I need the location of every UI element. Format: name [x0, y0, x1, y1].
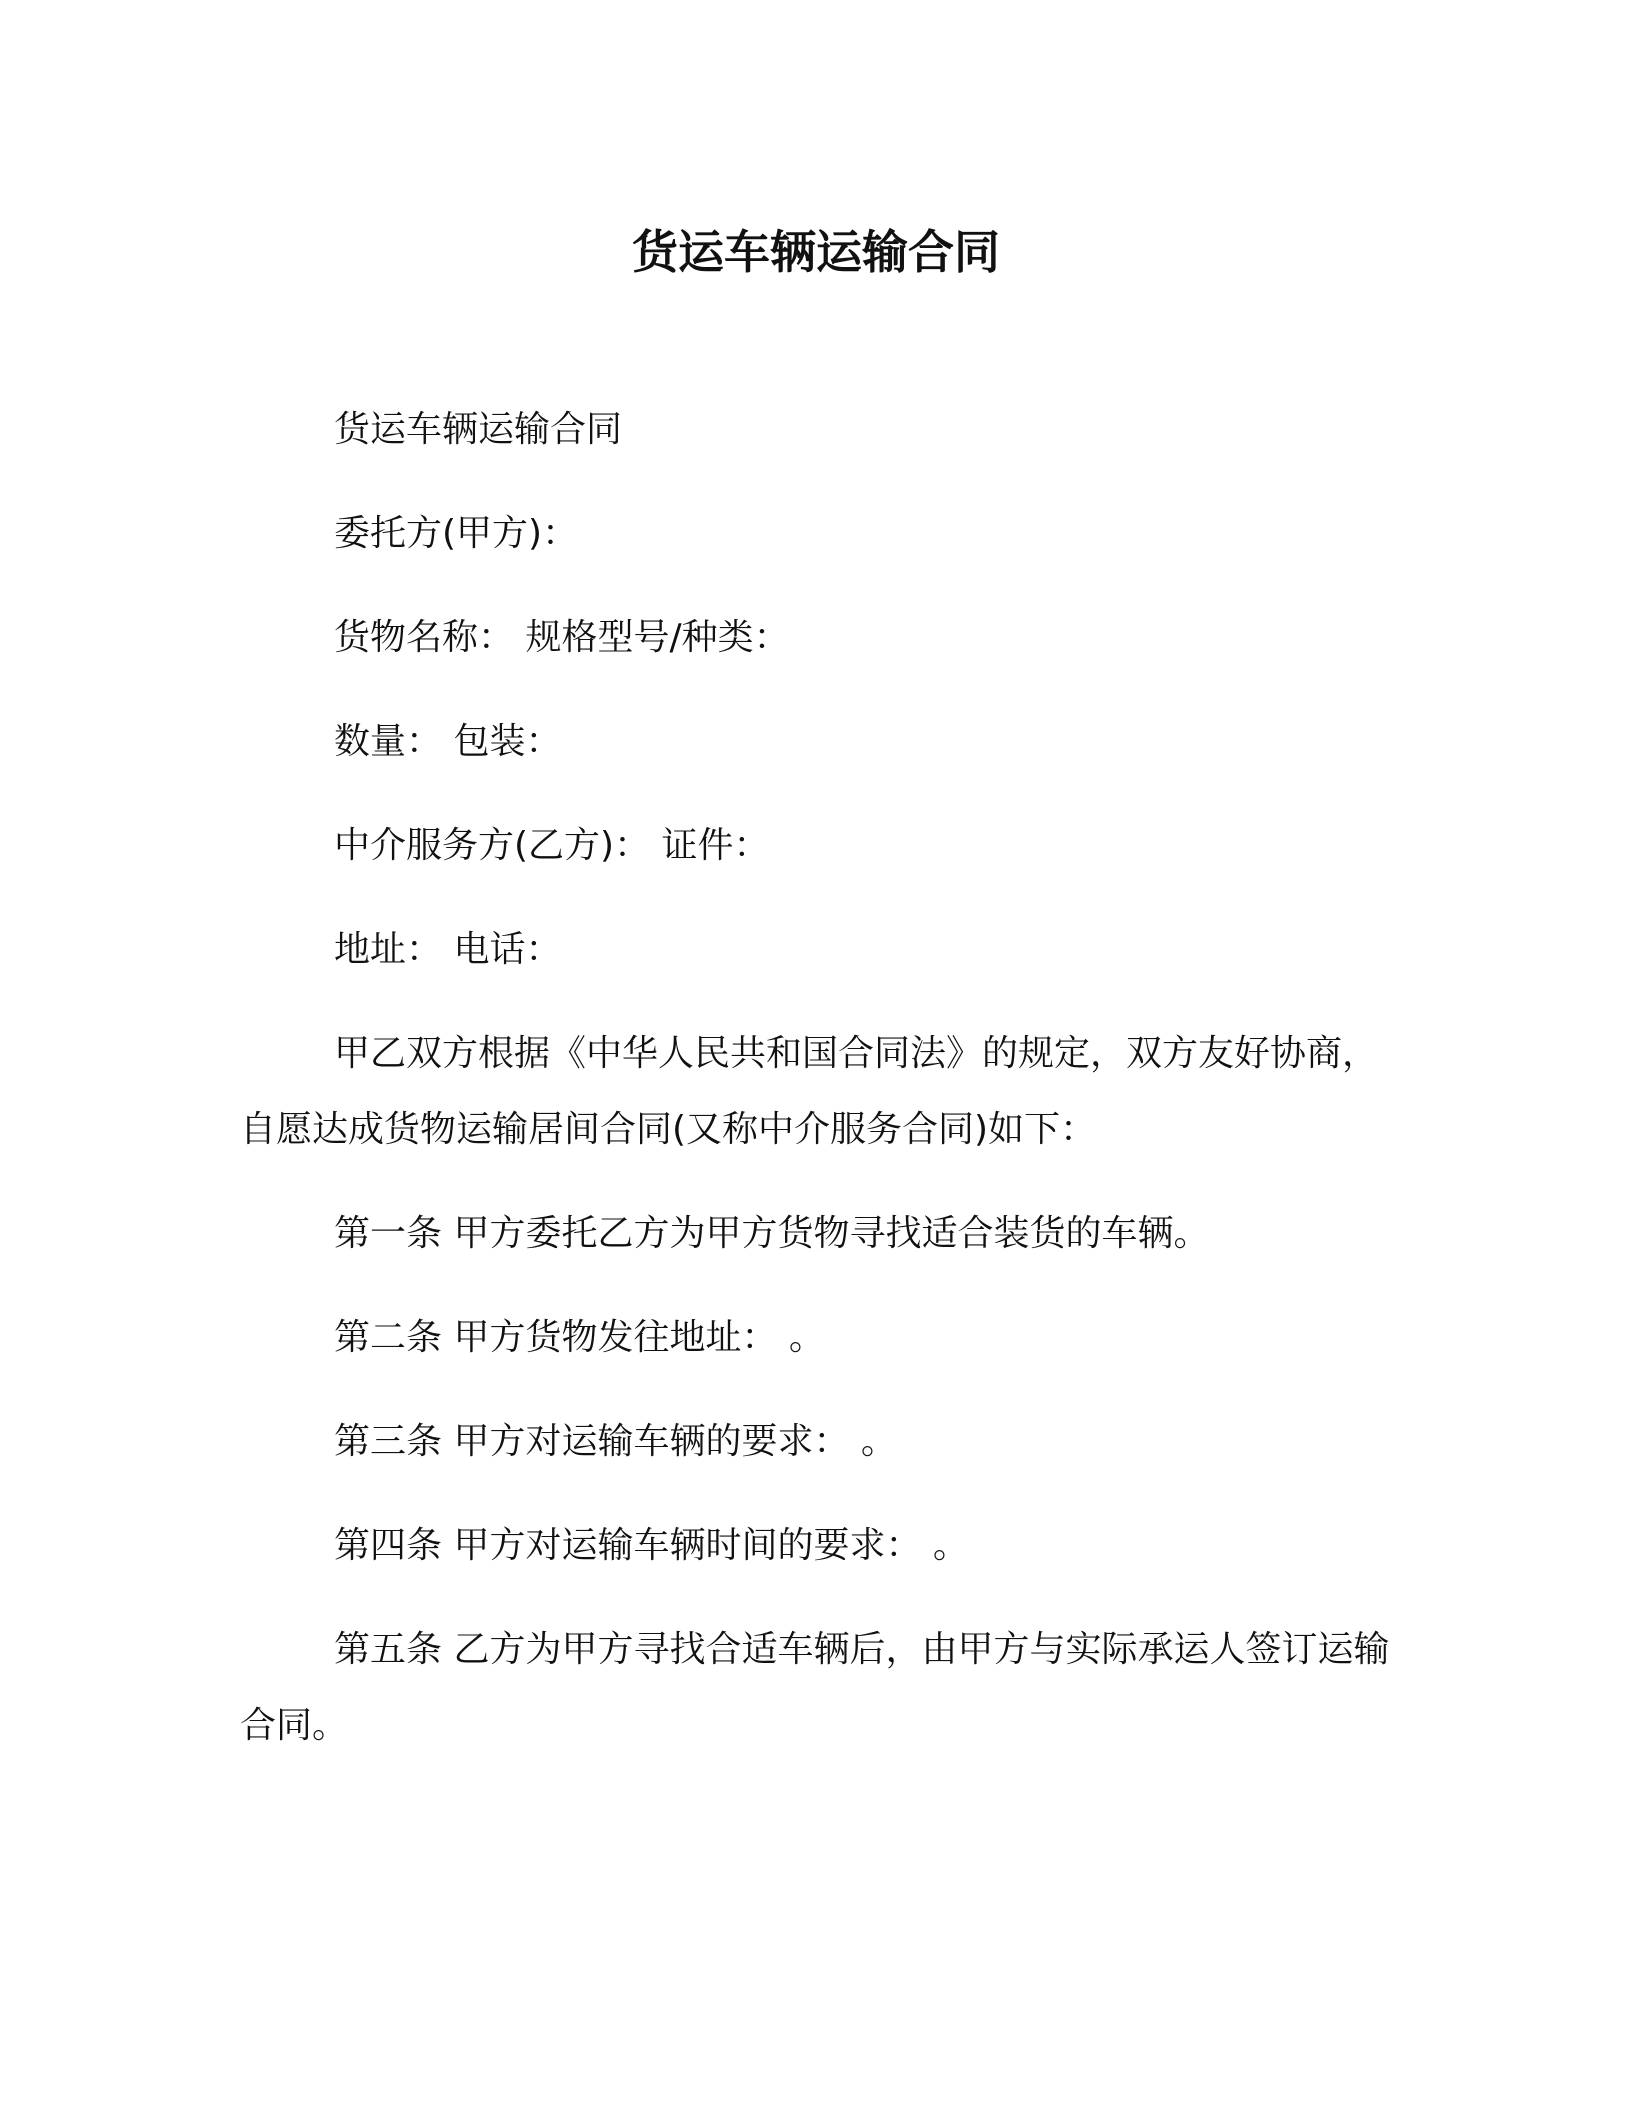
paragraph-agent: 中介服务方(乙方)： 证件：	[334, 825, 770, 866]
paragraph-goods-name: 货物名称： 规格型号/种类：	[334, 617, 790, 658]
document-body	[240, 392, 1410, 1792]
paragraph-quantity: 数量： 包装：	[334, 721, 562, 762]
paragraph-preamble: 甲乙双方根据《中华人民共和国合同法》的规定，双方友好协商，自愿达成货物运输居间合同(又称中介服务合同)如下：	[240, 1033, 1379, 1150]
paragraph-subtitle: 货运车辆运输合同	[334, 409, 623, 450]
paragraph-client: 委托方(甲方)：	[334, 513, 579, 554]
paragraph-article-3: 第三条 甲方对运输车辆的要求： 。	[334, 1421, 897, 1462]
paragraph-article-2: 第二条 甲方货物发往地址： 。	[334, 1317, 825, 1358]
paragraph-article-5: 第五条 乙方为甲方寻找合适车辆后，由甲方与实际承运人签订运输合同。	[240, 1629, 1390, 1746]
paragraph-article-1: 第一条 甲方委托乙方为甲方货物寻找适合装货的车辆。	[334, 1213, 1210, 1254]
document-title: 货运车辆运输合同	[632, 225, 1000, 279]
paragraph-article-4: 第四条 甲方对运输车辆时间的要求： 。	[334, 1525, 969, 1566]
paragraph-address: 地址： 电话：	[334, 929, 562, 970]
